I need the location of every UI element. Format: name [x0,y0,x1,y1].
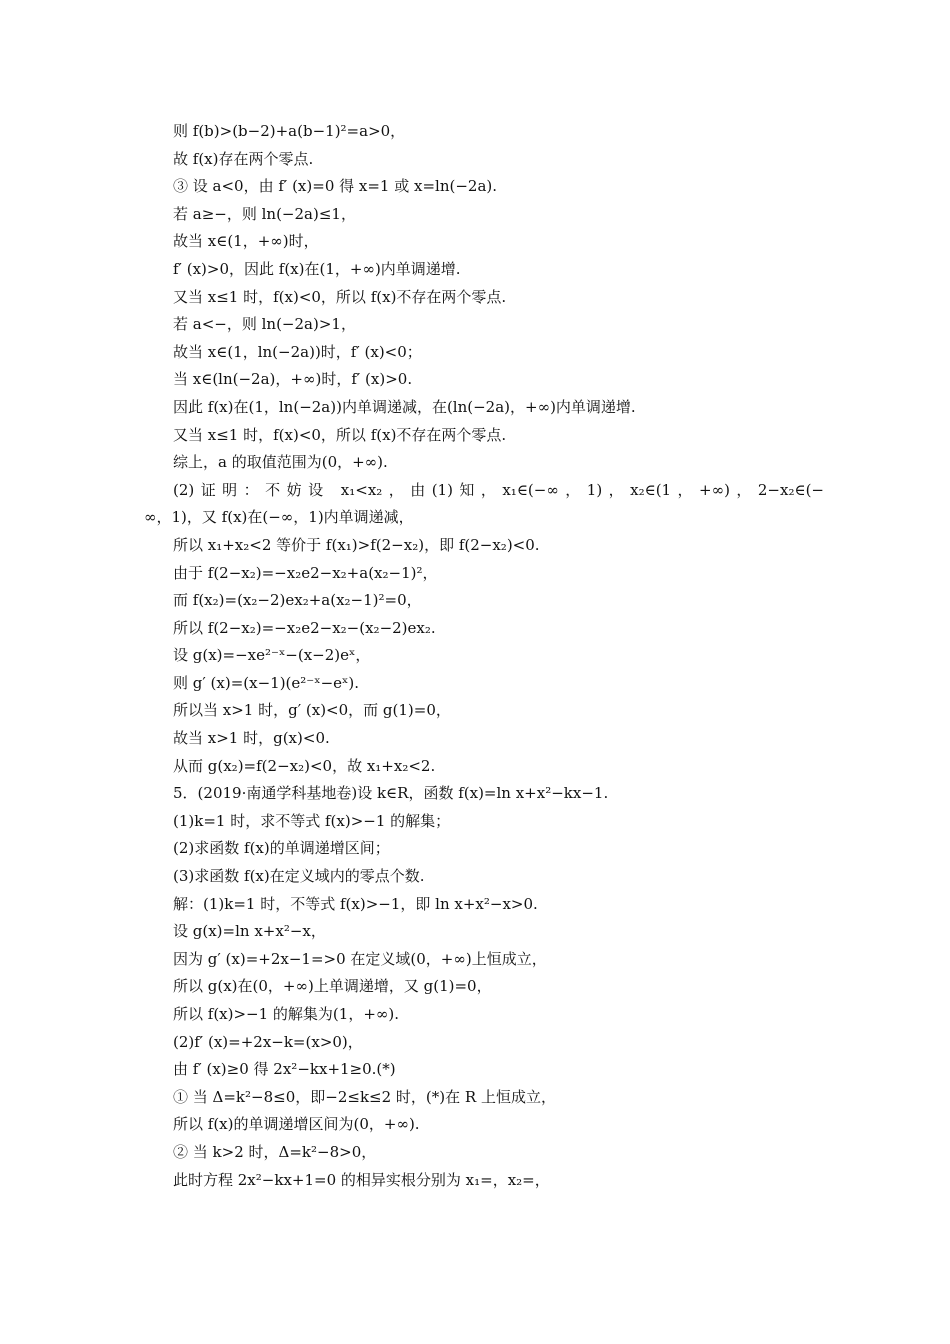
text-line: 而 f(x₂)=(x₂−2)ex₂+a(x₂−1)²=0， [173,591,422,610]
text-line: ① 当 Δ=k²−8≤0，即−2≤k≤2 时，(*)在 R 上恒成立， [173,1087,556,1106]
text-line: 综上，a 的取值范围为(0，+∞). [173,453,388,472]
text-line: 则 g′ (x)=(x−1)(e²⁻ˣ−eˣ). [173,673,359,692]
text-line: f′ (x)>0，因此 f(x)在(1，+∞)内单调递增. [173,259,461,278]
text-line: 由 f′ (x)≥0 得 2x²−kx+1≥0.(*) [173,1060,396,1079]
text-line: 所以 f(x)>−1 的解集为(1，+∞). [173,1005,400,1023]
text-line: 设 g(x)=−xe²⁻ˣ−(x−2)eˣ， [173,646,371,665]
problem-heading: 5．(2019·南通学科基地卷)设 k∈R，函数 f(x)=ln x+x²−kx−1. [173,784,609,803]
text-line: 因此 f(x)在(1，ln(−2a))内单调递减，在(ln(−2a)，+∞)内单调递增. [173,397,636,416]
text-line: 解：(1)k=1 时，不等式 f(x)>−1，即 ln x+x²−x>0. [173,894,538,913]
text-line: (1)k=1 时，求不等式 f(x)>−1 的解集； [173,811,451,830]
text-line: 若 a<−，则 ln(−2a)>1， [173,315,356,334]
text-line: 此时方程 2x²−kx+1=0 的相异实根分别为 x₁=，x₂=， [173,1170,550,1189]
document-body [144,118,824,1194]
text-line: 故 f(x)存在两个零点. [173,149,314,168]
text-line: (2)f′ (x)=+2x−k=(x>0)， [173,1032,363,1051]
text-line: 由于 f(2−x₂)=−x₂e2−x₂+a(x₂−1)²， [173,563,438,582]
text-line: 所以 x₁+x₂<2 等价于 f(x₁)>f(2−x₂)，即 f(2−x₂)<0. [173,535,540,554]
text-line: 所以 g(x)在(0，+∞)上单调递增，又 g(1)=0， [173,977,492,996]
text-line: 故当 x>1 时，g(x)<0. [173,729,330,748]
text-line: 又当 x≤1 时，f(x)<0，所以 f(x)不存在两个零点. [173,425,507,444]
text-line: (3)求函数 f(x)在定义域内的零点个数. [173,867,425,886]
text-line: 因为 g′ (x)=+2x−1=>0 在定义域(0，+∞)上恒成立， [173,949,547,968]
text-line: 从而 g(x₂)=f(2−x₂)<0，故 x₁+x₂<2. [173,756,436,775]
text-line: ② 当 k>2 时，Δ=k²−8>0， [173,1142,377,1161]
text-line: (2)求函数 f(x)的单调递增区间； [173,839,390,858]
text-line: 所以当 x>1 时，g′ (x)<0，而 g(1)=0， [173,701,451,720]
text-line: 所以 f(x)的单调递增区间为(0，+∞). [173,1115,420,1134]
text-line: ∞，1)，又 f(x)在(−∞，1)内单调递减， [144,508,414,527]
text-line: 又当 x≤1 时，f(x)<0，所以 f(x)不存在两个零点. [173,287,507,306]
text-line: 设 g(x)=ln x+x²−x， [173,922,326,941]
text-line: ③ 设 a<0，由 f′ (x)=0 得 x=1 或 x=ln(−2a). [173,177,498,196]
text-line: 故当 x∈(1，ln(−2a))时，f′ (x)<0； [173,342,422,361]
text-line: 所以 f(2−x₂)=−x₂e2−x₂−(x₂−2)ex₂. [173,618,436,637]
text-line: 当 x∈(ln(−2a)，+∞)时，f′ (x)>0. [173,370,413,389]
text-line: (2)证明：不妨设 x₁<x₂，由(1)知，x₁∈(−∞，1)，x₂∈(1，+∞)，2−x₂∈(− [173,480,824,499]
text-line: 则 f(b)>(b−2)+a(b−1)²=a>0， [173,122,406,140]
text-line: 故当 x∈(1，+∞)时， [173,232,319,251]
text-line: 若 a≥−，则 ln(−2a)≤1， [173,204,356,223]
